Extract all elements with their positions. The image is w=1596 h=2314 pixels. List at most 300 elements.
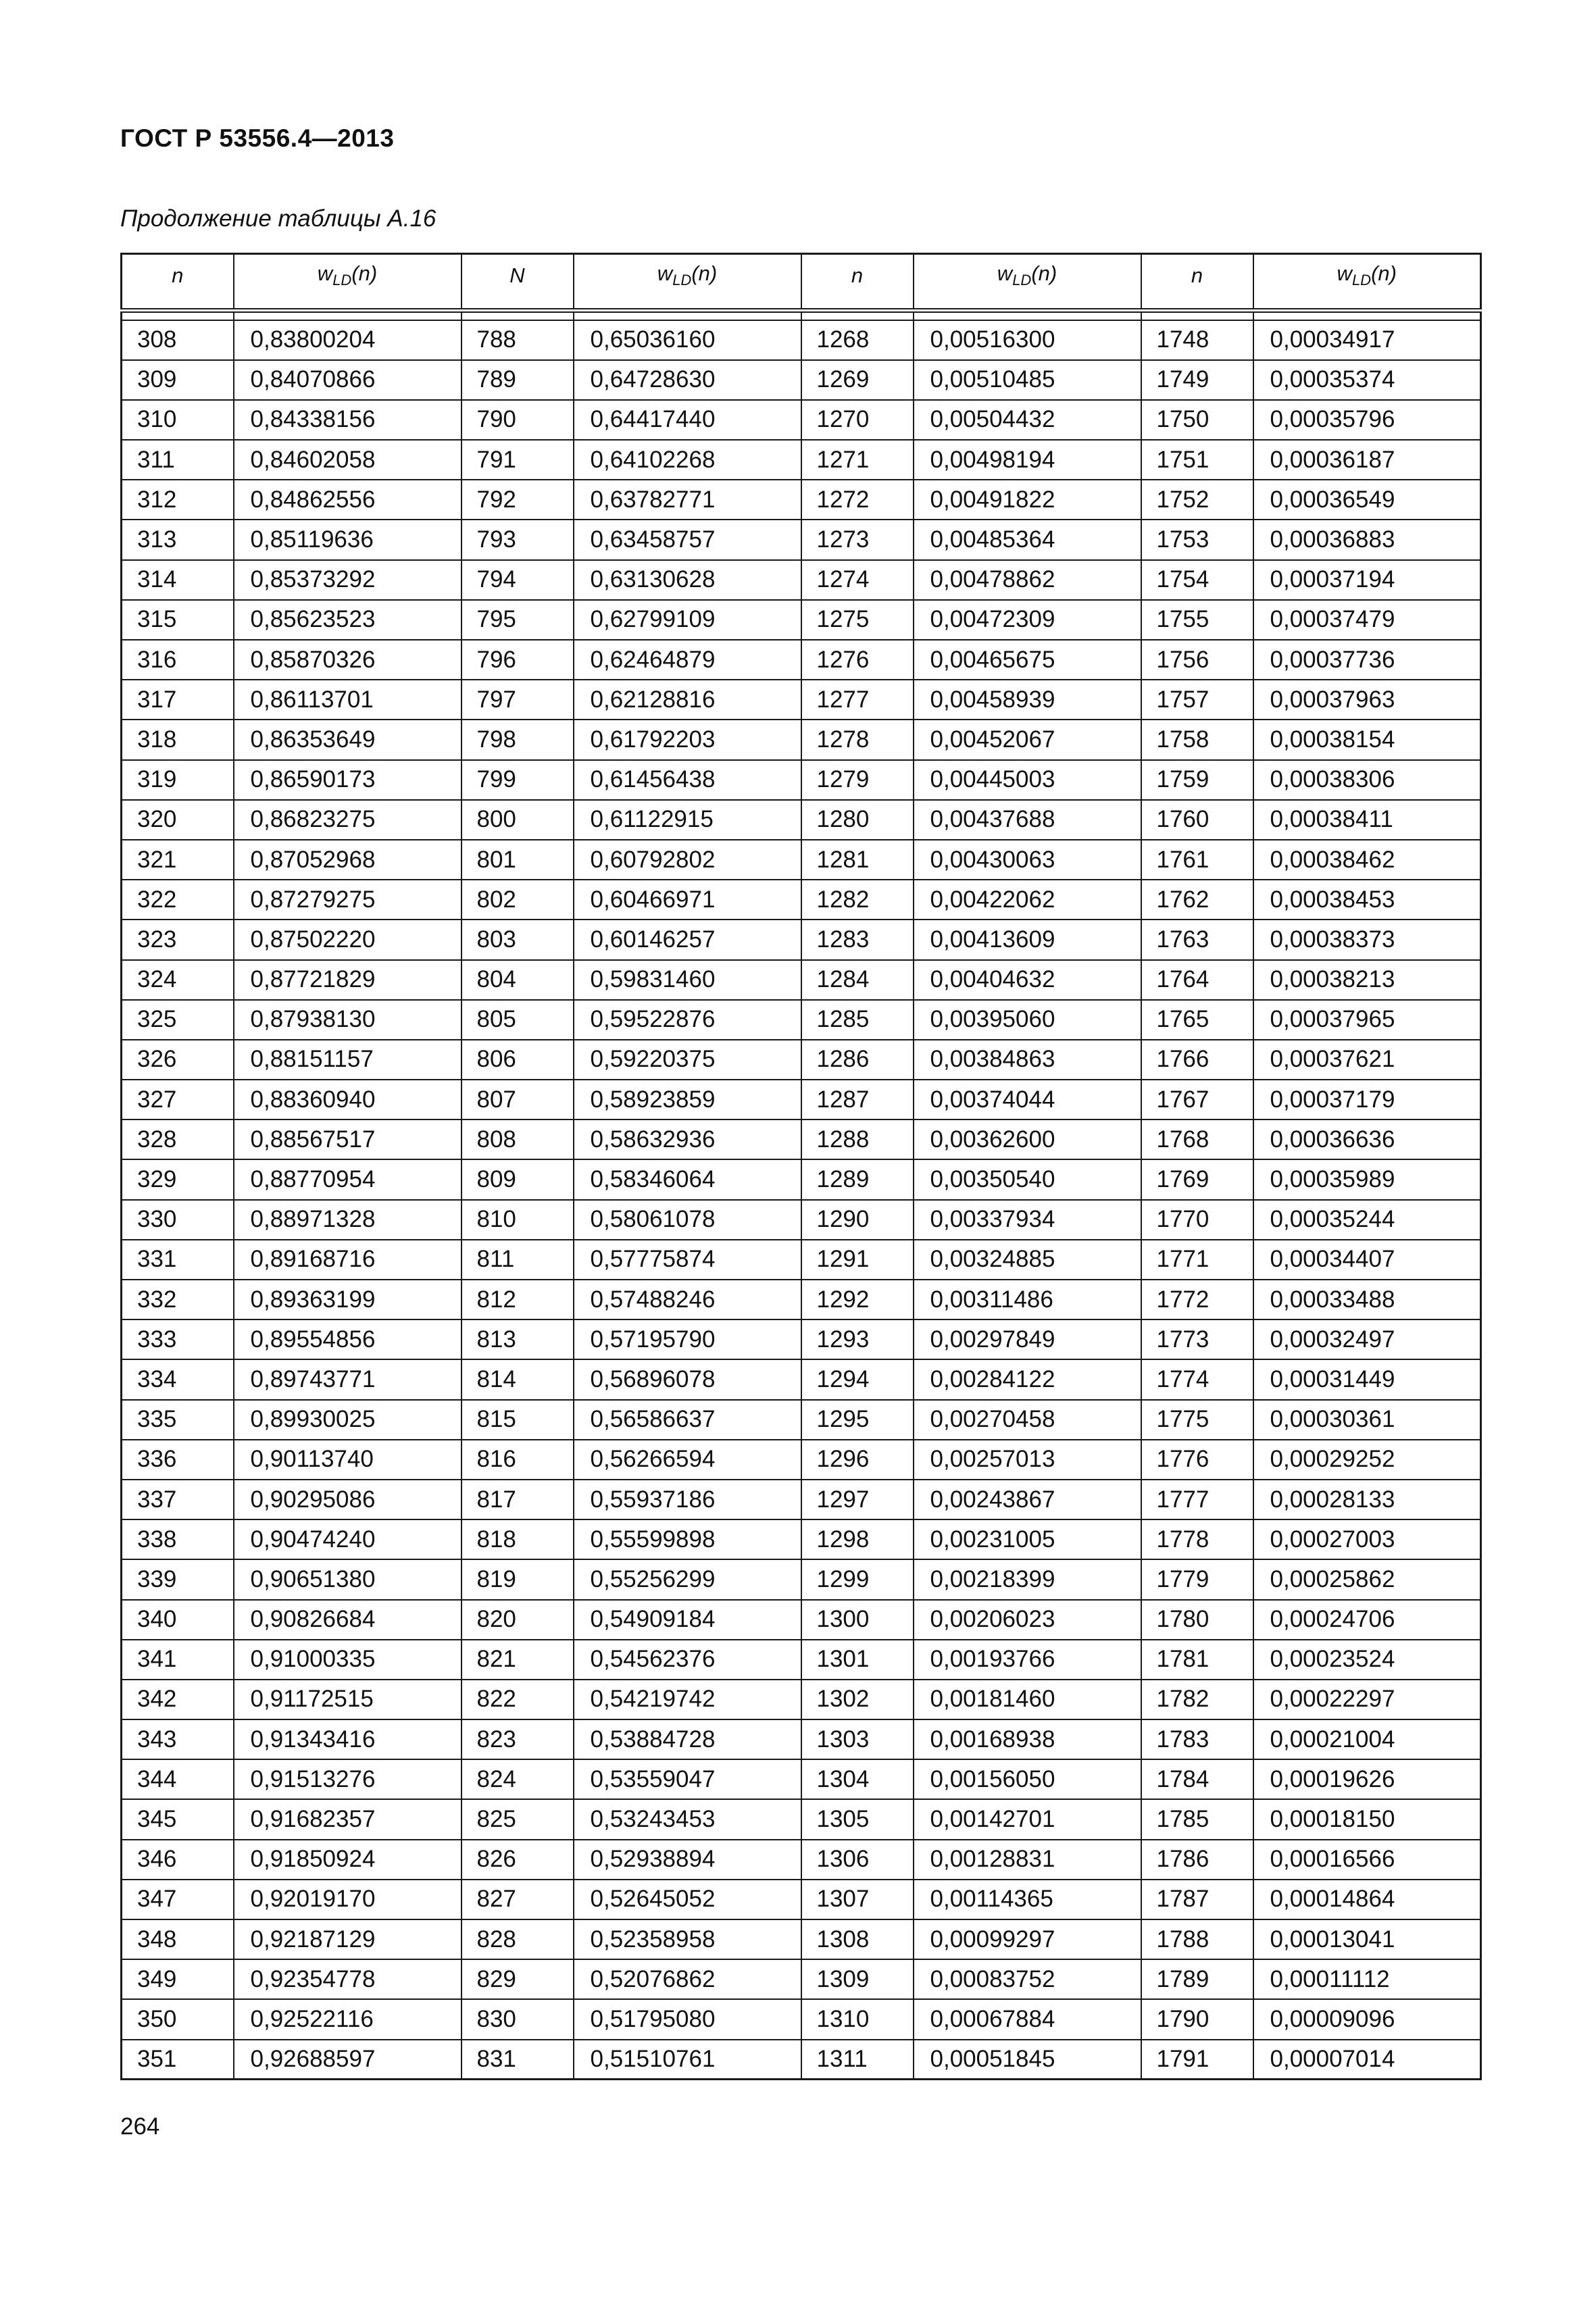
cell-weight: 0,00036549	[1253, 480, 1481, 520]
cell-weight: 0,58061078	[574, 1200, 801, 1240]
cell-weight: 0,91682357	[234, 1799, 462, 1839]
cell-weight: 0,00038411	[1253, 800, 1481, 840]
cell-weight: 0,00036187	[1253, 440, 1481, 480]
cell-index: 1284	[801, 960, 914, 1000]
cell-weight: 0,00374044	[914, 1080, 1141, 1120]
cell-index: 816	[462, 1440, 574, 1480]
column-header-n-4: n	[1141, 254, 1253, 311]
cell-index: 1299	[801, 1559, 914, 1599]
cell-weight: 0,00156050	[914, 1759, 1141, 1799]
cell-index: 825	[462, 1799, 574, 1839]
cell-index: 337	[122, 1480, 234, 1519]
cell-weight: 0,87279275	[234, 880, 462, 920]
cell-index: 1269	[801, 360, 914, 400]
cell-weight: 0,00168938	[914, 1719, 1141, 1759]
cell-index: 1764	[1141, 960, 1253, 1000]
cell-weight: 0,00038462	[1253, 840, 1481, 880]
cell-index: 795	[462, 600, 574, 640]
cell-weight: 0,56896078	[574, 1359, 801, 1399]
cell-weight: 0,00404632	[914, 960, 1141, 1000]
table-row	[122, 1880, 1481, 1919]
table-caption: Продолжение таблицы А.16	[120, 205, 437, 232]
cell-index: 335	[122, 1400, 234, 1440]
cell-weight: 0,91343416	[234, 1719, 462, 1759]
cell-weight: 0,63782771	[574, 480, 801, 520]
table-row	[122, 960, 1481, 1000]
table-row	[122, 1480, 1481, 1519]
cell-index: 1777	[1141, 1480, 1253, 1519]
cell-index: 327	[122, 1080, 234, 1120]
cell-weight: 0,00028133	[1253, 1480, 1481, 1519]
table-row	[122, 1959, 1481, 1999]
table-row	[122, 840, 1481, 880]
cell-weight: 0,57195790	[574, 1319, 801, 1359]
cell-index: 799	[462, 760, 574, 800]
cell-weight: 0,00037965	[1253, 1000, 1481, 1040]
cell-index: 318	[122, 720, 234, 759]
cell-weight: 0,00038213	[1253, 960, 1481, 1000]
cell-index: 1753	[1141, 520, 1253, 559]
cell-index: 1291	[801, 1240, 914, 1280]
cell-index: 1306	[801, 1840, 914, 1880]
cell-weight: 0,91172515	[234, 1680, 462, 1719]
cell-index: 333	[122, 1319, 234, 1359]
cell-index: 347	[122, 1880, 234, 1919]
cell-index: 1783	[1141, 1719, 1253, 1759]
table-row	[122, 1240, 1481, 1280]
cell-weight: 0,92522116	[234, 1999, 462, 2039]
cell-weight: 0,88770954	[234, 1159, 462, 1199]
table-header-row	[122, 254, 1481, 311]
cell-weight: 0,00206023	[914, 1600, 1141, 1640]
cell-weight: 0,00009096	[1253, 1999, 1481, 2039]
cell-weight: 0,00035244	[1253, 1200, 1481, 1240]
cell-index: 789	[462, 360, 574, 400]
table-row	[122, 320, 1481, 360]
cell-index: 1293	[801, 1319, 914, 1359]
cell-index: 1301	[801, 1640, 914, 1680]
cell-weight: 0,62464879	[574, 640, 801, 680]
cell-weight: 0,64417440	[574, 400, 801, 440]
cell-index: 1790	[1141, 1999, 1253, 2039]
cell-weight: 0,60792802	[574, 840, 801, 880]
cell-index: 817	[462, 1480, 574, 1519]
cell-weight: 0,62799109	[574, 600, 801, 640]
cell-index: 341	[122, 1640, 234, 1680]
table-row	[122, 720, 1481, 759]
cell-index: 1273	[801, 520, 914, 559]
cell-index: 1305	[801, 1799, 914, 1839]
cell-weight: 0,51510761	[574, 2040, 801, 2080]
cell-index: 1283	[801, 920, 914, 959]
cell-weight: 0,87721829	[234, 960, 462, 1000]
table-row	[122, 800, 1481, 840]
cell-index: 322	[122, 880, 234, 920]
cell-index: 340	[122, 1600, 234, 1640]
cell-index: 826	[462, 1840, 574, 1880]
cell-weight: 0,00038373	[1253, 920, 1481, 959]
cell-index: 797	[462, 680, 574, 720]
cell-weight: 0,00036636	[1253, 1120, 1481, 1159]
cell-index: 819	[462, 1559, 574, 1599]
cell-weight: 0,91513276	[234, 1759, 462, 1799]
cell-index: 308	[122, 320, 234, 360]
cell-index: 324	[122, 960, 234, 1000]
cell-index: 1297	[801, 1480, 914, 1519]
cell-weight: 0,55599898	[574, 1519, 801, 1559]
cell-weight: 0,92019170	[234, 1880, 462, 1919]
cell-index: 814	[462, 1359, 574, 1399]
cell-index: 829	[462, 1959, 574, 1999]
column-header-n-2: N	[462, 254, 574, 311]
cell-weight: 0,00218399	[914, 1559, 1141, 1599]
cell-index: 314	[122, 560, 234, 600]
cell-weight: 0,00395060	[914, 1000, 1141, 1040]
cell-index: 1791	[1141, 2040, 1253, 2080]
cell-index: 1762	[1141, 880, 1253, 920]
cell-weight: 0,00037479	[1253, 600, 1481, 640]
table-row	[122, 1919, 1481, 1959]
cell-index: 815	[462, 1400, 574, 1440]
document-code: ГОСТ Р 53556.4—2013	[120, 124, 395, 152]
cell-weight: 0,00038154	[1253, 720, 1481, 759]
cell-weight: 0,00034917	[1253, 320, 1481, 360]
cell-index: 1769	[1141, 1159, 1253, 1199]
cell-index: 1278	[801, 720, 914, 759]
cell-index: 1304	[801, 1759, 914, 1799]
cell-index: 1749	[1141, 360, 1253, 400]
cell-weight: 0,62128816	[574, 680, 801, 720]
cell-index: 1773	[1141, 1319, 1253, 1359]
cell-weight: 0,00193766	[914, 1640, 1141, 1680]
cell-index: 312	[122, 480, 234, 520]
cell-weight: 0,85623523	[234, 600, 462, 640]
cell-weight: 0,00030361	[1253, 1400, 1481, 1440]
cell-index: 1789	[1141, 1959, 1253, 1999]
cell-weight: 0,64102268	[574, 440, 801, 480]
cell-index: 822	[462, 1680, 574, 1719]
cell-weight: 0,61122915	[574, 800, 801, 840]
cell-index: 828	[462, 1919, 574, 1959]
cell-weight: 0,00021004	[1253, 1719, 1481, 1759]
cell-weight: 0,00485364	[914, 520, 1141, 559]
cell-weight: 0,52645052	[574, 1880, 801, 1919]
cell-index: 326	[122, 1040, 234, 1080]
cell-weight: 0,00035374	[1253, 360, 1481, 400]
cell-index: 1295	[801, 1400, 914, 1440]
cell-weight: 0,00036883	[1253, 520, 1481, 559]
cell-index: 818	[462, 1519, 574, 1559]
cell-index: 311	[122, 440, 234, 480]
cell-weight: 0,53559047	[574, 1759, 801, 1799]
cell-weight: 0,86590173	[234, 760, 462, 800]
cell-index: 1752	[1141, 480, 1253, 520]
cell-index: 1751	[1141, 440, 1253, 480]
cell-index: 1268	[801, 320, 914, 360]
cell-weight: 0,56586637	[574, 1400, 801, 1440]
cell-weight: 0,00243867	[914, 1480, 1141, 1519]
cell-weight: 0,00445003	[914, 760, 1141, 800]
cell-weight: 0,87938130	[234, 1000, 462, 1040]
cell-weight: 0,00099297	[914, 1919, 1141, 1959]
cell-weight: 0,52358958	[574, 1919, 801, 1959]
cell-index: 1296	[801, 1440, 914, 1480]
cell-index: 1771	[1141, 1240, 1253, 1280]
cell-weight: 0,90651380	[234, 1559, 462, 1599]
cell-weight: 0,00023524	[1253, 1640, 1481, 1680]
cell-index: 1275	[801, 600, 914, 640]
cell-weight: 0,00033488	[1253, 1280, 1481, 1319]
cell-index: 321	[122, 840, 234, 880]
cell-index: 1770	[1141, 1200, 1253, 1240]
cell-index: 1290	[801, 1200, 914, 1240]
cell-index: 1292	[801, 1280, 914, 1319]
cell-index: 807	[462, 1080, 574, 1120]
cell-index: 805	[462, 1000, 574, 1040]
cell-weight: 0,00029252	[1253, 1440, 1481, 1480]
cell-weight: 0,58923859	[574, 1080, 801, 1120]
cell-weight: 0,63130628	[574, 560, 801, 600]
cell-index: 1271	[801, 440, 914, 480]
table-row	[122, 1840, 1481, 1880]
cell-weight: 0,00350540	[914, 1159, 1141, 1199]
table-row	[122, 1159, 1481, 1199]
cell-index: 1759	[1141, 760, 1253, 800]
cell-weight: 0,51795080	[574, 1999, 801, 2039]
cell-index: 831	[462, 2040, 574, 2080]
cell-index: 342	[122, 1680, 234, 1719]
table-row	[122, 480, 1481, 520]
cell-index: 788	[462, 320, 574, 360]
table-row	[122, 1600, 1481, 1640]
cell-weight: 0,88971328	[234, 1200, 462, 1240]
cell-weight: 0,00038306	[1253, 760, 1481, 800]
cell-index: 1763	[1141, 920, 1253, 959]
cell-weight: 0,89554856	[234, 1319, 462, 1359]
cell-index: 316	[122, 640, 234, 680]
cell-index: 801	[462, 840, 574, 880]
column-header-n-1: n	[122, 254, 234, 311]
cell-index: 1310	[801, 1999, 914, 2039]
cell-index: 1768	[1141, 1120, 1253, 1159]
cell-index: 1272	[801, 480, 914, 520]
table-row	[122, 1400, 1481, 1440]
cell-weight: 0,00114365	[914, 1880, 1141, 1919]
cell-index: 1779	[1141, 1559, 1253, 1599]
cell-weight: 0,00437688	[914, 800, 1141, 840]
cell-index: 798	[462, 720, 574, 759]
cell-weight: 0,59831460	[574, 960, 801, 1000]
column-header-wld-2: $w_{LD}(n)$	[574, 254, 801, 311]
table-row	[122, 2040, 1481, 2080]
cell-weight: 0,61456438	[574, 760, 801, 800]
cell-index: 1784	[1141, 1759, 1253, 1799]
cell-index: 1270	[801, 400, 914, 440]
cell-weight: 0,00011112	[1253, 1959, 1481, 1999]
cell-weight: 0,57488246	[574, 1280, 801, 1319]
cell-index: 1307	[801, 1880, 914, 1919]
cell-weight: 0,00034407	[1253, 1240, 1481, 1280]
cell-weight: 0,00362600	[914, 1120, 1141, 1159]
cell-index: 1754	[1141, 560, 1253, 600]
cell-weight: 0,91000335	[234, 1640, 462, 1680]
cell-weight: 0,88151157	[234, 1040, 462, 1080]
cell-weight: 0,59522876	[574, 1000, 801, 1040]
table-row	[122, 1359, 1481, 1399]
cell-weight: 0,00478862	[914, 560, 1141, 600]
cell-index: 1758	[1141, 720, 1253, 759]
cell-weight: 0,60466971	[574, 880, 801, 920]
cell-index: 824	[462, 1759, 574, 1799]
cell-weight: 0,84338156	[234, 400, 462, 440]
cell-index: 1765	[1141, 1000, 1253, 1040]
cell-index: 1303	[801, 1719, 914, 1759]
cell-index: 804	[462, 960, 574, 1000]
table-row	[122, 1719, 1481, 1759]
cell-weight: 0,00032497	[1253, 1319, 1481, 1359]
cell-weight: 0,00452067	[914, 720, 1141, 759]
cell-weight: 0,88360940	[234, 1080, 462, 1120]
cell-weight: 0,57775874	[574, 1240, 801, 1280]
header-spacer-row	[122, 311, 1481, 320]
cell-index: 803	[462, 920, 574, 959]
cell-index: 1766	[1141, 1040, 1253, 1080]
cell-index: 1760	[1141, 800, 1253, 840]
cell-weight: 0,58346064	[574, 1159, 801, 1199]
cell-weight: 0,54909184	[574, 1600, 801, 1640]
cell-index: 1755	[1141, 600, 1253, 640]
cell-weight: 0,00007014	[1253, 2040, 1481, 2080]
cell-index: 1774	[1141, 1359, 1253, 1399]
cell-weight: 0,00013041	[1253, 1919, 1481, 1959]
cell-index: 1302	[801, 1680, 914, 1719]
cell-index: 1282	[801, 880, 914, 920]
cell-index: 1780	[1141, 1600, 1253, 1640]
cell-index: 1294	[801, 1359, 914, 1399]
cell-index: 823	[462, 1719, 574, 1759]
cell-weight: 0,00142701	[914, 1799, 1141, 1839]
table-row	[122, 680, 1481, 720]
cell-index: 1767	[1141, 1080, 1253, 1120]
cell-weight: 0,58632936	[574, 1120, 801, 1159]
cell-index: 323	[122, 920, 234, 959]
cell-weight: 0,61792203	[574, 720, 801, 759]
cell-index: 309	[122, 360, 234, 400]
cell-index: 325	[122, 1000, 234, 1040]
cell-index: 1750	[1141, 400, 1253, 440]
cell-weight: 0,84862556	[234, 480, 462, 520]
cell-index: 345	[122, 1799, 234, 1839]
cell-weight: 0,54219742	[574, 1680, 801, 1719]
cell-weight: 0,54562376	[574, 1640, 801, 1680]
cell-weight: 0,00422062	[914, 880, 1141, 920]
cell-index: 827	[462, 1880, 574, 1919]
cell-weight: 0,89930025	[234, 1400, 462, 1440]
cell-weight: 0,90826684	[234, 1600, 462, 1640]
cell-weight: 0,00181460	[914, 1680, 1141, 1719]
cell-weight: 0,84602058	[234, 440, 462, 480]
cell-weight: 0,00019626	[1253, 1759, 1481, 1799]
cell-index: 830	[462, 1999, 574, 2039]
column-header-wld-3: $w_{LD}(n)$	[914, 254, 1141, 311]
table-row	[122, 920, 1481, 959]
cell-weight: 0,00031449	[1253, 1359, 1481, 1399]
cell-weight: 0,00311486	[914, 1280, 1141, 1319]
cell-index: 1277	[801, 680, 914, 720]
cell-weight: 0,00022297	[1253, 1680, 1481, 1719]
table-row	[122, 400, 1481, 440]
cell-weight: 0,00413609	[914, 920, 1141, 959]
cell-index: 796	[462, 640, 574, 680]
cell-weight: 0,84070866	[234, 360, 462, 400]
cell-index: 344	[122, 1759, 234, 1799]
cell-weight: 0,92688597	[234, 2040, 462, 2080]
cell-weight: 0,00504432	[914, 400, 1141, 440]
cell-index: 1776	[1141, 1440, 1253, 1480]
cell-index: 1285	[801, 1000, 914, 1040]
cell-index: 1298	[801, 1519, 914, 1559]
table-row	[122, 1519, 1481, 1559]
cell-index: 809	[462, 1159, 574, 1199]
cell-weight: 0,00337934	[914, 1200, 1141, 1240]
cell-weight: 0,87052968	[234, 840, 462, 880]
cell-weight: 0,00037179	[1253, 1080, 1481, 1120]
cell-index: 1274	[801, 560, 914, 600]
cell-index: 331	[122, 1240, 234, 1280]
cell-weight: 0,00051845	[914, 2040, 1141, 2080]
cell-weight: 0,85119636	[234, 520, 462, 559]
cell-weight: 0,00324885	[914, 1240, 1141, 1280]
cell-weight: 0,00014864	[1253, 1880, 1481, 1919]
cell-weight: 0,55256299	[574, 1559, 801, 1599]
table-container	[120, 253, 1480, 2080]
cell-index: 1289	[801, 1159, 914, 1199]
cell-weight: 0,60146257	[574, 920, 801, 959]
cell-weight: 0,64728630	[574, 360, 801, 400]
cell-weight: 0,00035796	[1253, 400, 1481, 440]
table-row	[122, 1080, 1481, 1120]
cell-weight: 0,56266594	[574, 1440, 801, 1480]
cell-weight: 0,90295086	[234, 1480, 462, 1519]
cell-index: 334	[122, 1359, 234, 1399]
cell-weight: 0,00018150	[1253, 1799, 1481, 1839]
cell-weight: 0,00128831	[914, 1840, 1141, 1880]
table-row	[122, 440, 1481, 480]
table-body	[122, 311, 1481, 2080]
cell-index: 338	[122, 1519, 234, 1559]
cell-weight: 0,91850924	[234, 1840, 462, 1880]
cell-weight: 0,92187129	[234, 1919, 462, 1959]
cell-weight: 0,92354778	[234, 1959, 462, 1999]
cell-weight: 0,00037194	[1253, 560, 1481, 600]
page-number: 264	[120, 2113, 160, 2140]
cell-index: 1300	[801, 1600, 914, 1640]
cell-weight: 0,00083752	[914, 1959, 1141, 1999]
cell-weight: 0,00035989	[1253, 1159, 1481, 1199]
table-row	[122, 1280, 1481, 1319]
cell-index: 339	[122, 1559, 234, 1599]
table-row	[122, 1319, 1481, 1359]
cell-index: 1281	[801, 840, 914, 880]
cell-index: 808	[462, 1120, 574, 1159]
table-row	[122, 1999, 1481, 2039]
cell-index: 1279	[801, 760, 914, 800]
cell-index: 1757	[1141, 680, 1253, 720]
cell-index: 1280	[801, 800, 914, 840]
cell-index: 1308	[801, 1919, 914, 1959]
cell-weight: 0,52076862	[574, 1959, 801, 1999]
table-row	[122, 1440, 1481, 1480]
